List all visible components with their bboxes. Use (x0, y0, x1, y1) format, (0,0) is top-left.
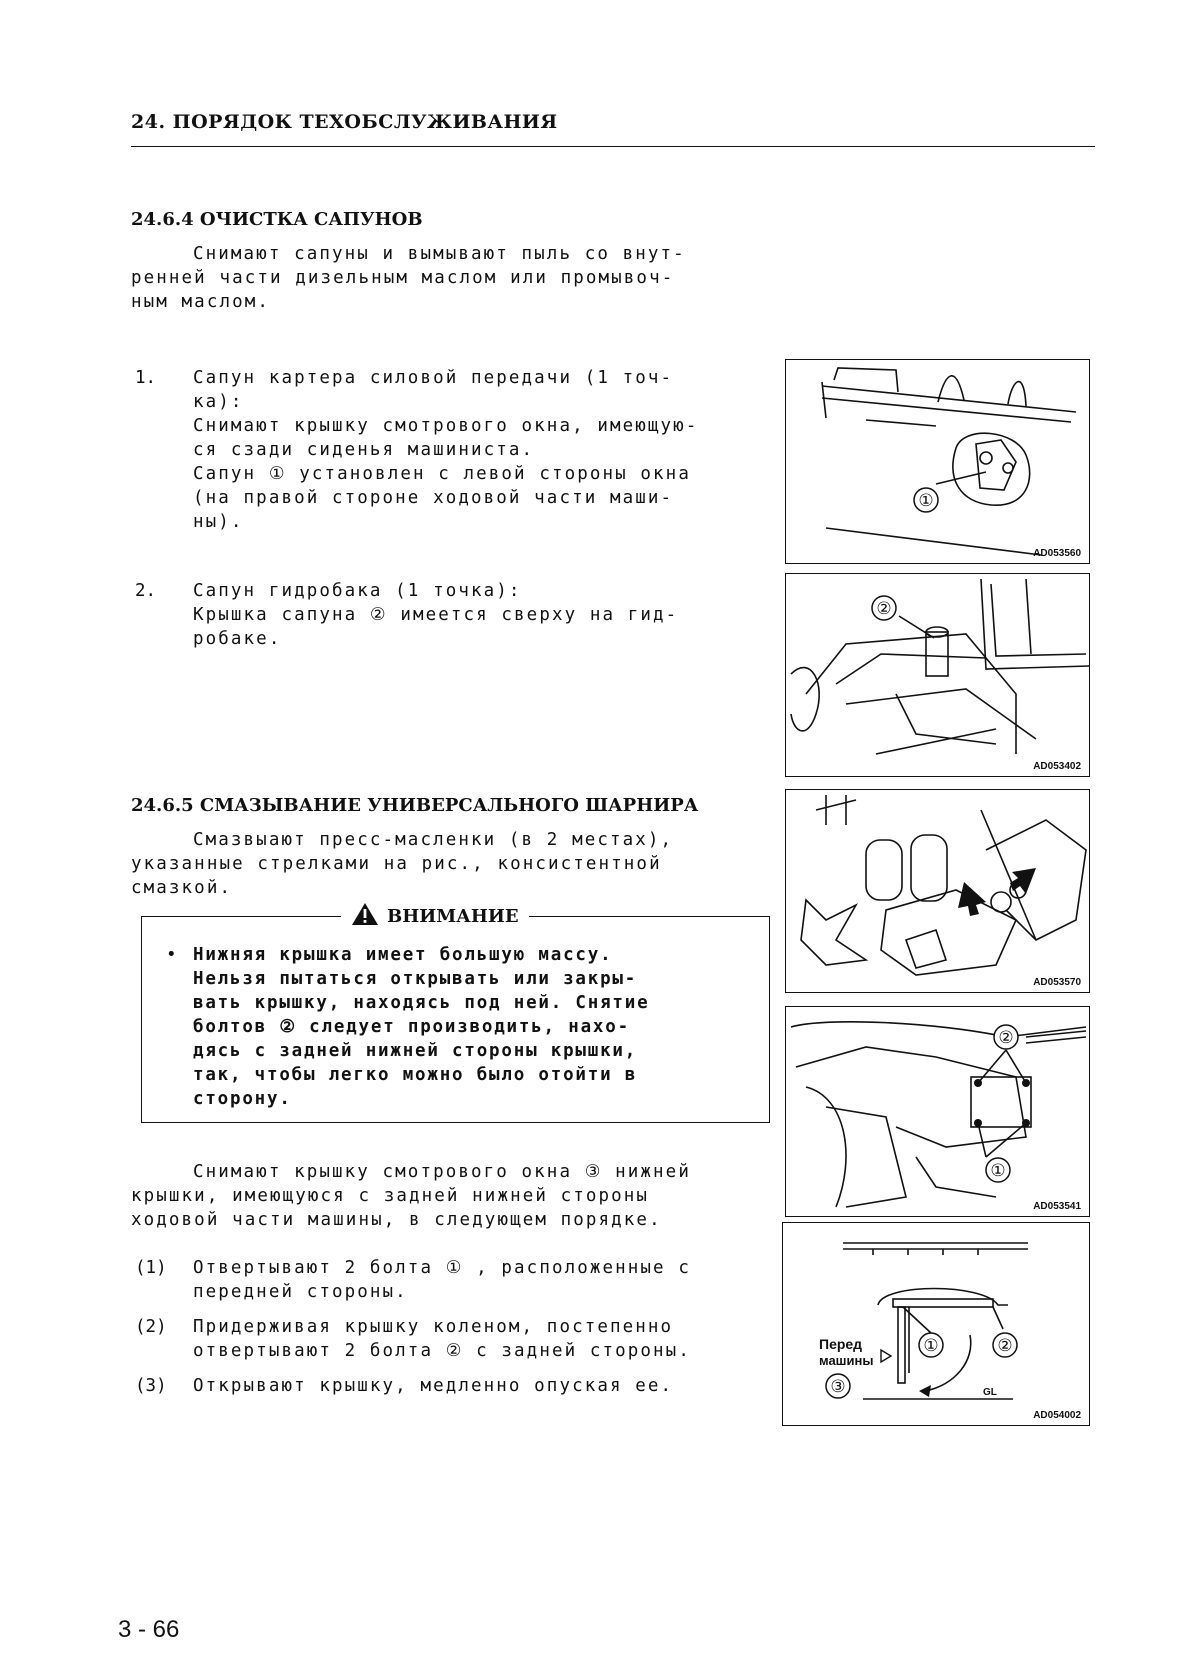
warning-line: Нельзя пытаться открывать или закры- (193, 969, 638, 989)
figure-label: Перед (819, 1336, 863, 1352)
step-number: (2) (135, 1317, 167, 1337)
warning-bullet: • (166, 945, 177, 965)
item-line: робаке. (193, 629, 282, 649)
item-line: Крышка сапуна ② имеется сверху на гид- (193, 605, 679, 625)
figure-code: AD053570 (1033, 977, 1081, 988)
step-line: Придерживая крышку коленом, постепенно (193, 1317, 674, 1337)
cover-opening-diagram (783, 1223, 1089, 1425)
item-line: ся сзади сиденья машиниста. (193, 440, 535, 460)
step-number: (1) (135, 1258, 167, 1278)
figure-label: ② (876, 599, 892, 619)
item-line: Сапун картера силовой передачи (1 точ- (193, 368, 674, 388)
figure-lower-cover-bolts (785, 1006, 1090, 1217)
figure-universal-joint (785, 789, 1090, 993)
warning-text (193, 943, 748, 1111)
figure-label: ① (990, 1161, 1006, 1181)
figure-cover-opening-diagram (782, 1222, 1090, 1426)
item-line: Сапун гидробака (1 точка): (193, 581, 522, 601)
lower-cover-illustration (786, 1007, 1089, 1216)
step-line: отвертывают 2 болта ② с задней стороны. (193, 1341, 691, 1361)
warning-title-text: ВНИМАНИЕ (387, 906, 519, 927)
intro-line: указанные стрелками на рис., консистентной (131, 854, 662, 874)
section-heading-24-6-5: 24.6.5 СМАЗЫВАНИЕ УНИВЕРСАЛЬНОГО ШАРНИРА (131, 795, 699, 816)
figure-code: AD053541 (1033, 1201, 1081, 1212)
intro-line: ным маслом. (131, 292, 270, 312)
item-line: Снимают крышку смотрового окна, имеющую- (193, 416, 699, 436)
item-number: 1. (135, 368, 157, 388)
warning-line: вать крышку, находясь под ней. Снятие (193, 993, 650, 1013)
figure-label: ② (998, 1028, 1014, 1048)
warning-triangle-icon (351, 902, 379, 931)
intro-line: ренней части дизельным маслом или промывоч- (131, 268, 675, 288)
figure-label: ① (923, 1336, 939, 1356)
warning-line: так, чтобы легко можно было отойти в (193, 1065, 638, 1085)
figure-transmission-breather (785, 359, 1090, 564)
intro-line: Смазвыают пресс-масленки (в 2 местах), (193, 830, 674, 850)
warning-line: болтов ② следует производить, нахо- (193, 1017, 630, 1037)
warning-line: сторону. (193, 1089, 292, 1109)
hydraulic-tank-illustration (786, 574, 1089, 776)
item-line: (на правой стороне ходовой части маши- (193, 488, 674, 508)
figure-label: машины (819, 1353, 874, 1368)
figure-hydraulic-tank-breather (785, 573, 1090, 777)
figure-label: ③ (830, 1377, 846, 1397)
warning-title (341, 902, 529, 931)
step-number: (3) (135, 1376, 167, 1396)
item-number: 2. (135, 581, 157, 601)
warning-line: дясь с задней нижней стороны крышки, (193, 1041, 638, 1061)
figure-code: AD053402 (1033, 761, 1081, 772)
item-line: ны). (193, 512, 244, 532)
step-line: Отвертывают 2 болта ① , расположенные с (193, 1258, 691, 1278)
page-header: 24. ПОРЯДОК ТЕХОБСЛУЖИВАНИЯ (131, 111, 558, 133)
item-line: ка): (193, 392, 244, 412)
paragraph-line: Снимают крышку смотрового окна ③ нижней (193, 1162, 691, 1182)
figure-code: AD053560 (1033, 548, 1081, 559)
step-line: Открывают крышку, медленно опуская ее. (193, 1376, 674, 1396)
warning-line: Нижняя крышка имеет большую массу. (193, 945, 613, 965)
figure-label: ① (918, 491, 934, 511)
step-line: передней стороны. (193, 1282, 408, 1302)
header-rule (131, 146, 1095, 147)
paragraph-line: крышки, имеющуюся с задней нижней стороны (131, 1186, 650, 1206)
paragraph-line: ходовой части машины, в следующем порядке. (131, 1210, 662, 1230)
universal-joint-illustration (786, 790, 1089, 992)
page-number: 3 - 66 (118, 1616, 180, 1643)
item-line: Сапун ① установлен с левой стороны окна (193, 464, 691, 484)
figure-label: GL (983, 1387, 997, 1398)
figure-code: AD054002 (1033, 1410, 1081, 1421)
section-heading-24-6-4: 24.6.4 ОЧИСТКА САПУНОВ (131, 209, 423, 230)
intro-line: смазкой. (131, 878, 233, 898)
transmission-breather-illustration (786, 360, 1089, 563)
figure-label: ② (997, 1336, 1013, 1356)
intro-line: Снимают сапуны и вымывают пыль со внут- (193, 244, 686, 264)
